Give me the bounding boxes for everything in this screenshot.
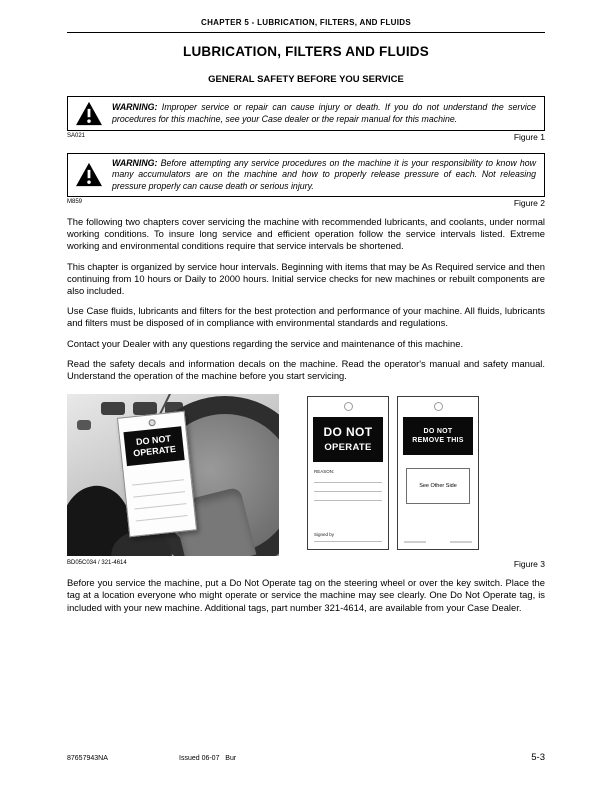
body-paragraph: Contact your Dealer with any questions regarding the service and maintenance of this machine. [67,337,464,349]
do-not-operate-tag-on-wheel [117,411,197,537]
dash-vent [77,420,91,430]
dash-vent [101,402,125,415]
photo-code: SA021 [67,133,86,139]
tag-header: DO NOT OPERATE [123,426,184,466]
manual-page [67,0,545,792]
cab-console-photo [67,394,279,556]
section-subtitle: GENERAL SAFETY BEFORE YOU SERVICE [208,74,404,85]
warning-box-2 [67,153,545,197]
footer-doc-number: 87657943NA [67,755,108,762]
warning-text-1: WARNING: Improper service or repair can cause injury or death. If you do not understand the service procedures for this machine, see your Case dealer or the repair manual for this machine. [112,102,536,124]
do-not-remove-tag [397,396,479,550]
tag-hole [148,419,156,427]
figure-caption-2 [67,198,545,208]
tag-header: DO NOT REMOVE THIS [403,417,473,455]
tag-hole [344,402,353,411]
figure-caption-3 [67,559,545,569]
tag-reason-section: REASON: [314,469,382,501]
header-rule [67,32,545,33]
figure-3 [67,394,545,558]
do-not-operate-tag [307,396,389,550]
page-footer [67,750,545,762]
photo-code: BD05C034 / 321-4614 [67,560,127,567]
tag-signed-section: Signed by [314,532,382,542]
body-paragraph: The following two chapters cover servicing the machine with recommended lubricants, and coolants, under normal working conditions. To insure long service and efficient operation follow the service intervals listed. Extreme working and environmental conditions require that service intervals be shortened. [67,215,545,252]
warning-label: WARNING: [112,158,158,168]
tag-hole [434,402,443,411]
body-paragraph: This chapter is organized by service hour intervals. Beginning with items that may be As Required service and then continuing from 10 hours or Daily to 2000 hours. Initial service checks for new machines or rebuilt components are also included. [67,260,545,296]
tag-header: DO NOT OPERATE [313,417,383,462]
tag-write-lines [131,468,188,521]
footer-issue-info: Issued 06-07 Bur [179,755,237,762]
see-other-side-box: See Other Side [406,468,470,504]
figure-label: Figure 1 [513,132,545,142]
figure-caption-1 [67,132,545,142]
body-paragraph: Use Case fluids, lubricants and filters for the best protection and performance of your machine. All fluids, lubricants and filters must be disposed of in compliance with environmental standards and regulations. [67,305,545,329]
figure-label: Figure 3 [513,559,545,570]
photo-code: M859 [67,198,83,205]
body-paragraph: Read the safety decals and information decals on the machine. Read the operator's manual and safety manual. Understand the operation of the machine before you start servicing. [67,357,545,381]
page-title: LUBRICATION, FILTERS AND FLUIDS [183,44,429,59]
warning-label: WARNING: [112,102,158,113]
warning-triangle-icon [75,101,103,126]
figure-label: Figure 2 [513,197,545,208]
closing-paragraph: Before you service the machine, put a Do Not Operate tag on the steering wheel or over the key switch. Place the tag at a location everyone who might operate or service the machine may see clearly. One Do Not Operate tag, is included with your new machine. Additional tags, part number 321-4614, are available from your Case Dealer. [67,577,545,613]
warning-box-1 [67,96,545,131]
warning-triangle-icon [75,162,103,187]
tag-fine-print [404,541,472,543]
footer-page-number: 5-3 [531,752,545,763]
warning-text-2: WARNING: Before attempting any service procedures on the machine it is your responsibility to know how many accumulators are on the machine and how to properly release pressure of each. Not releasing pressure properly can cause death or serious injury. [112,158,536,191]
chapter-header: CHAPTER 5 - LUBRICATION, FILTERS, AND FLUIDS [201,18,411,27]
